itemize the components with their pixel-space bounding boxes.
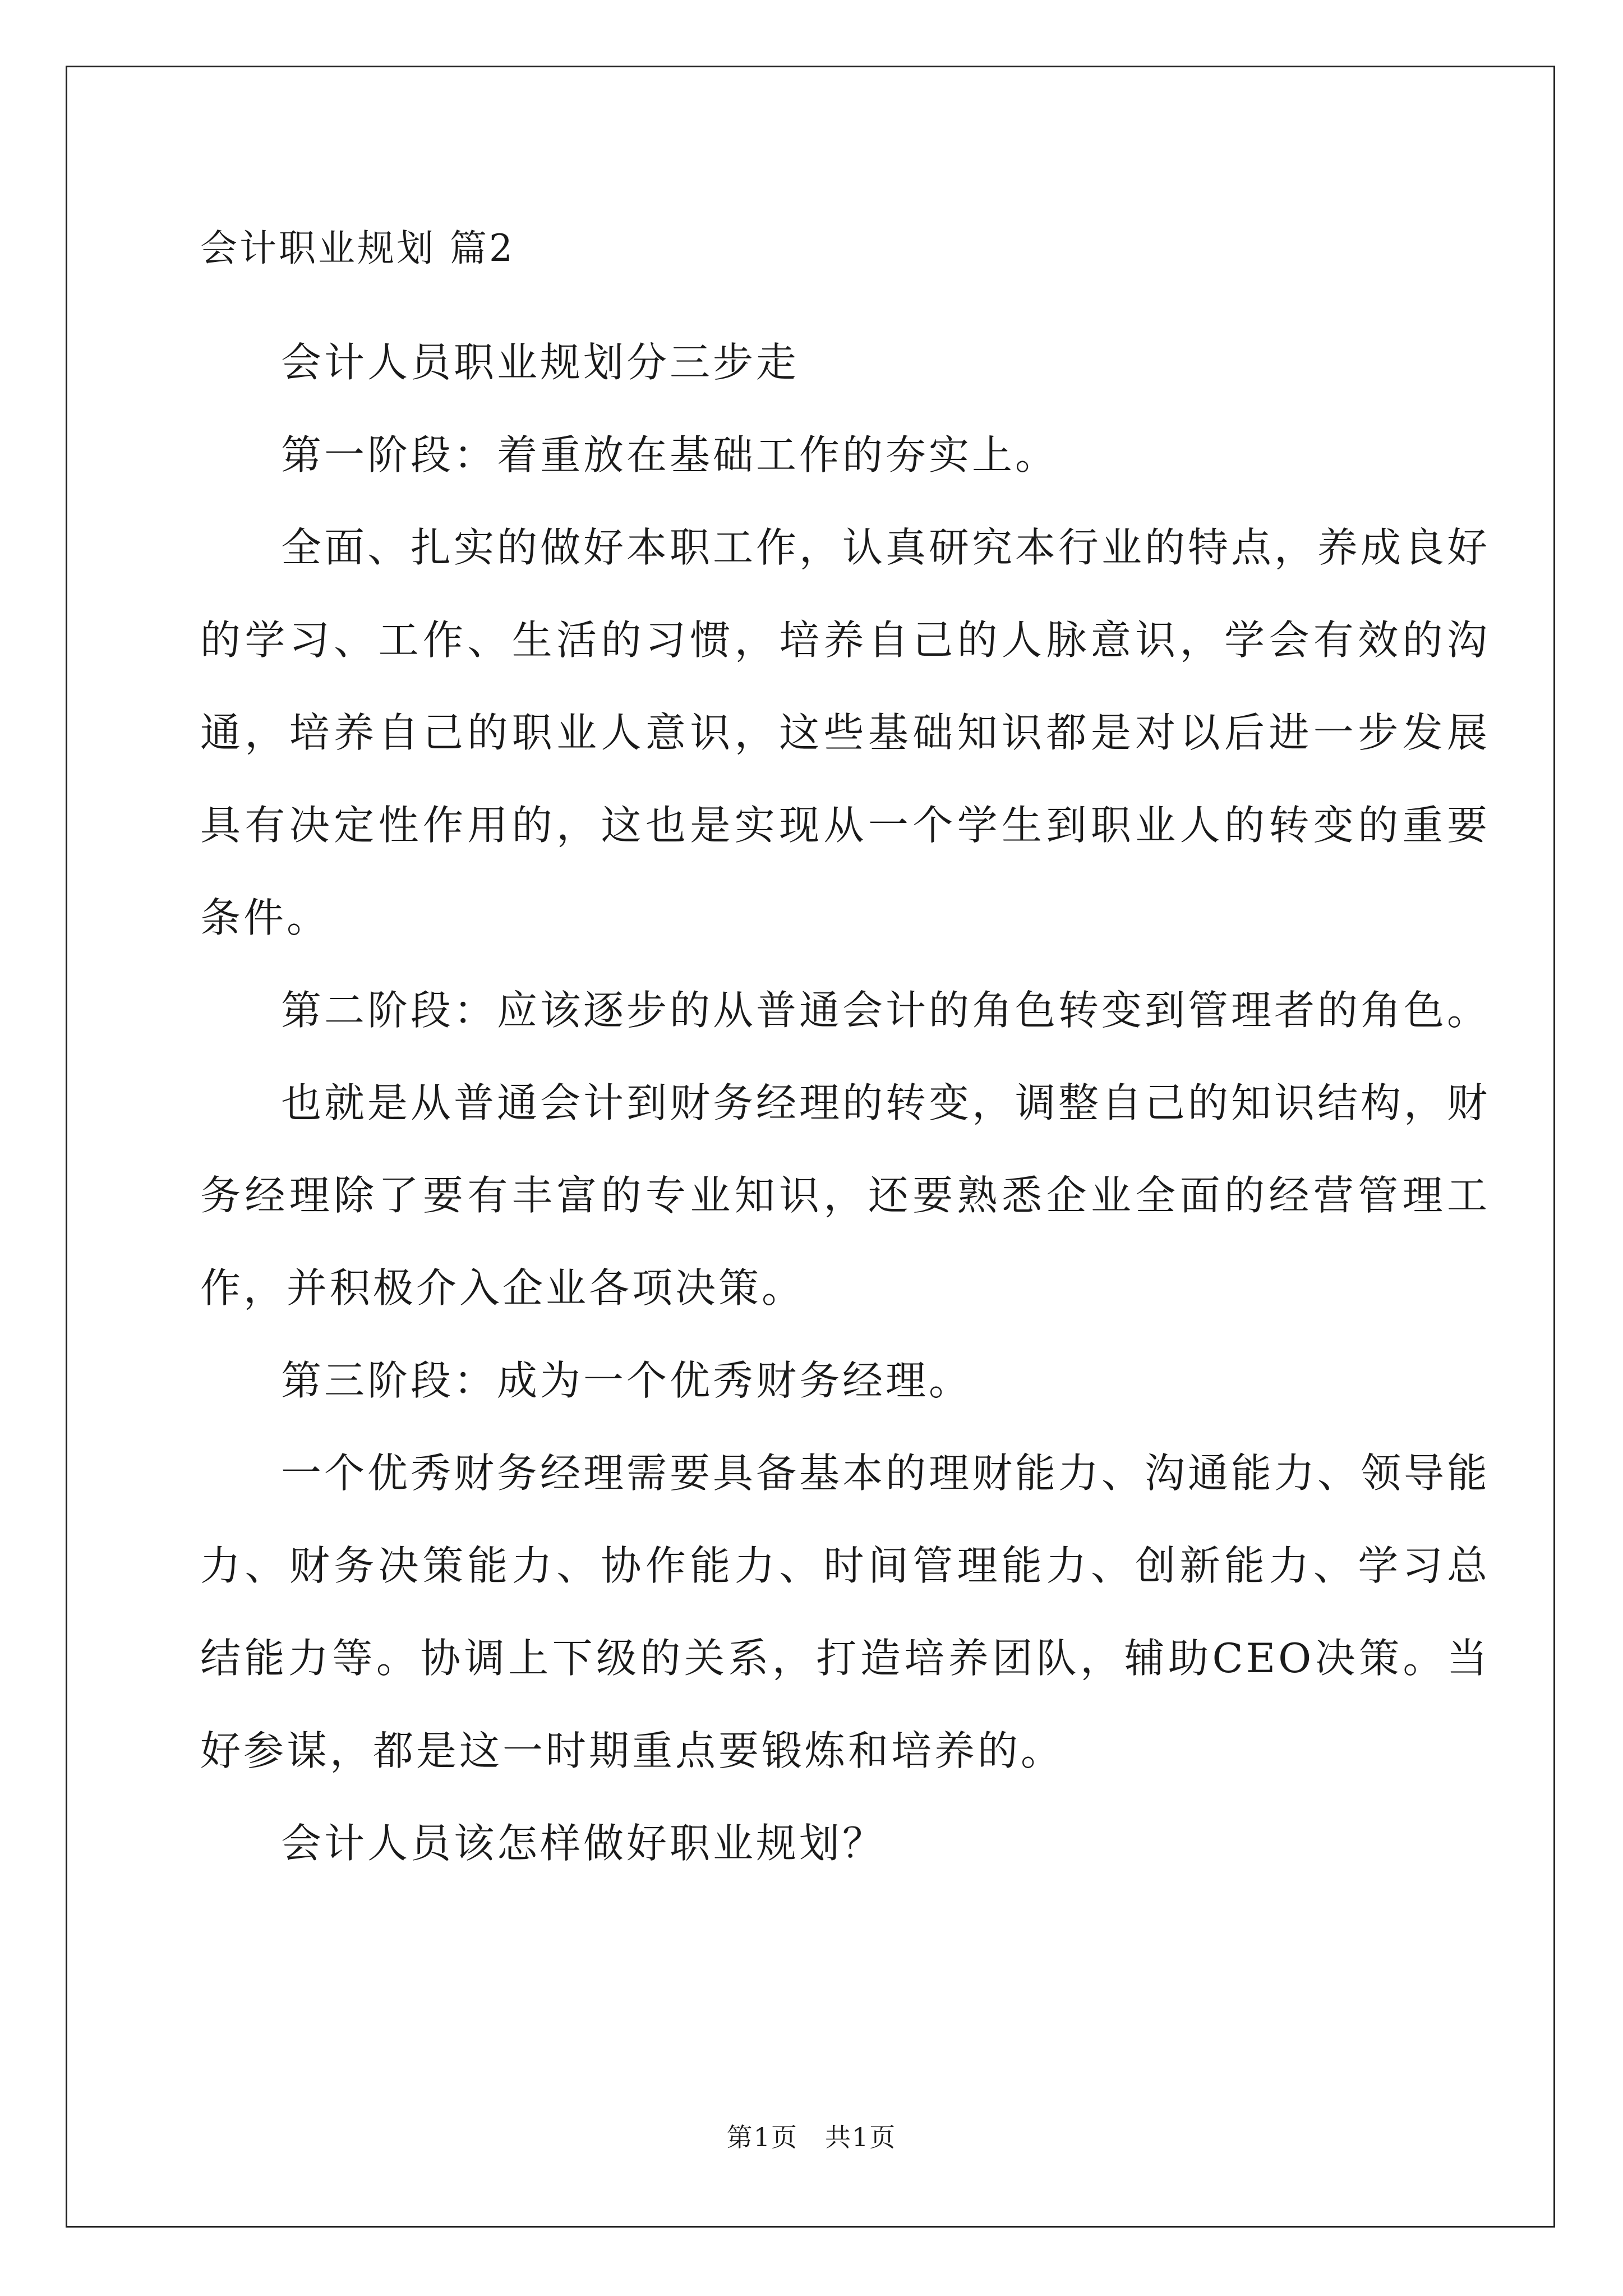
paragraph-stage-two-body: 也就是从普通会计到财务经理的转变，调整自己的知识结构，财务经理除了要有丰富的专业知识，还要熟悉企业全面的经营管理工作，并积极介入企业各项决策。: [200, 1079, 1491, 1312]
paragraph-stage-one-heading: 第一阶段：着重放在基础工作的夯实上。: [281, 431, 1059, 478]
paragraph-subtitle: 会计人员职业规划分三步走: [281, 339, 800, 386]
paragraph-stage-one-body: 全面、扎实的做好本职工作，认真研究本行业的特点，养成良好的学习、工作、生活的习惯，培养自己的人脉意识，学会有效的沟通，培养自己的职业人意识，这些基础知识都是对以后进一步发展具有决定性作用的，这也是实现从一个学生到职业人的转变的重要条件。: [200, 524, 1491, 941]
document-body: [200, 223, 1490, 1890]
paragraph-stage-three-heading: 第三阶段：成为一个优秀财务经理。: [281, 1357, 972, 1404]
document-title: 会计职业规划 篇2: [200, 227, 515, 270]
paragraph-stage-two-heading: 第二阶段：应该逐步的从普通会计的角色转变到管理者的角色。: [281, 987, 1491, 1034]
page-number-footer: 第1页 共1页: [726, 2122, 897, 2152]
paragraph-closing-question: 会计人员该怎样做好职业规划？: [281, 1820, 886, 1867]
paragraph-stage-three-body: 一个优秀财务经理需要具备基本的理财能力、沟通能力、领导能力、财务决策能力、协作能力、时间管理能力、创新能力、学习总结能力等。协调上下级的关系，打造培养团队，辅助CEO决策。当好参谋，都是这一时期重点要锻炼和培养的。: [200, 1450, 1491, 1774]
